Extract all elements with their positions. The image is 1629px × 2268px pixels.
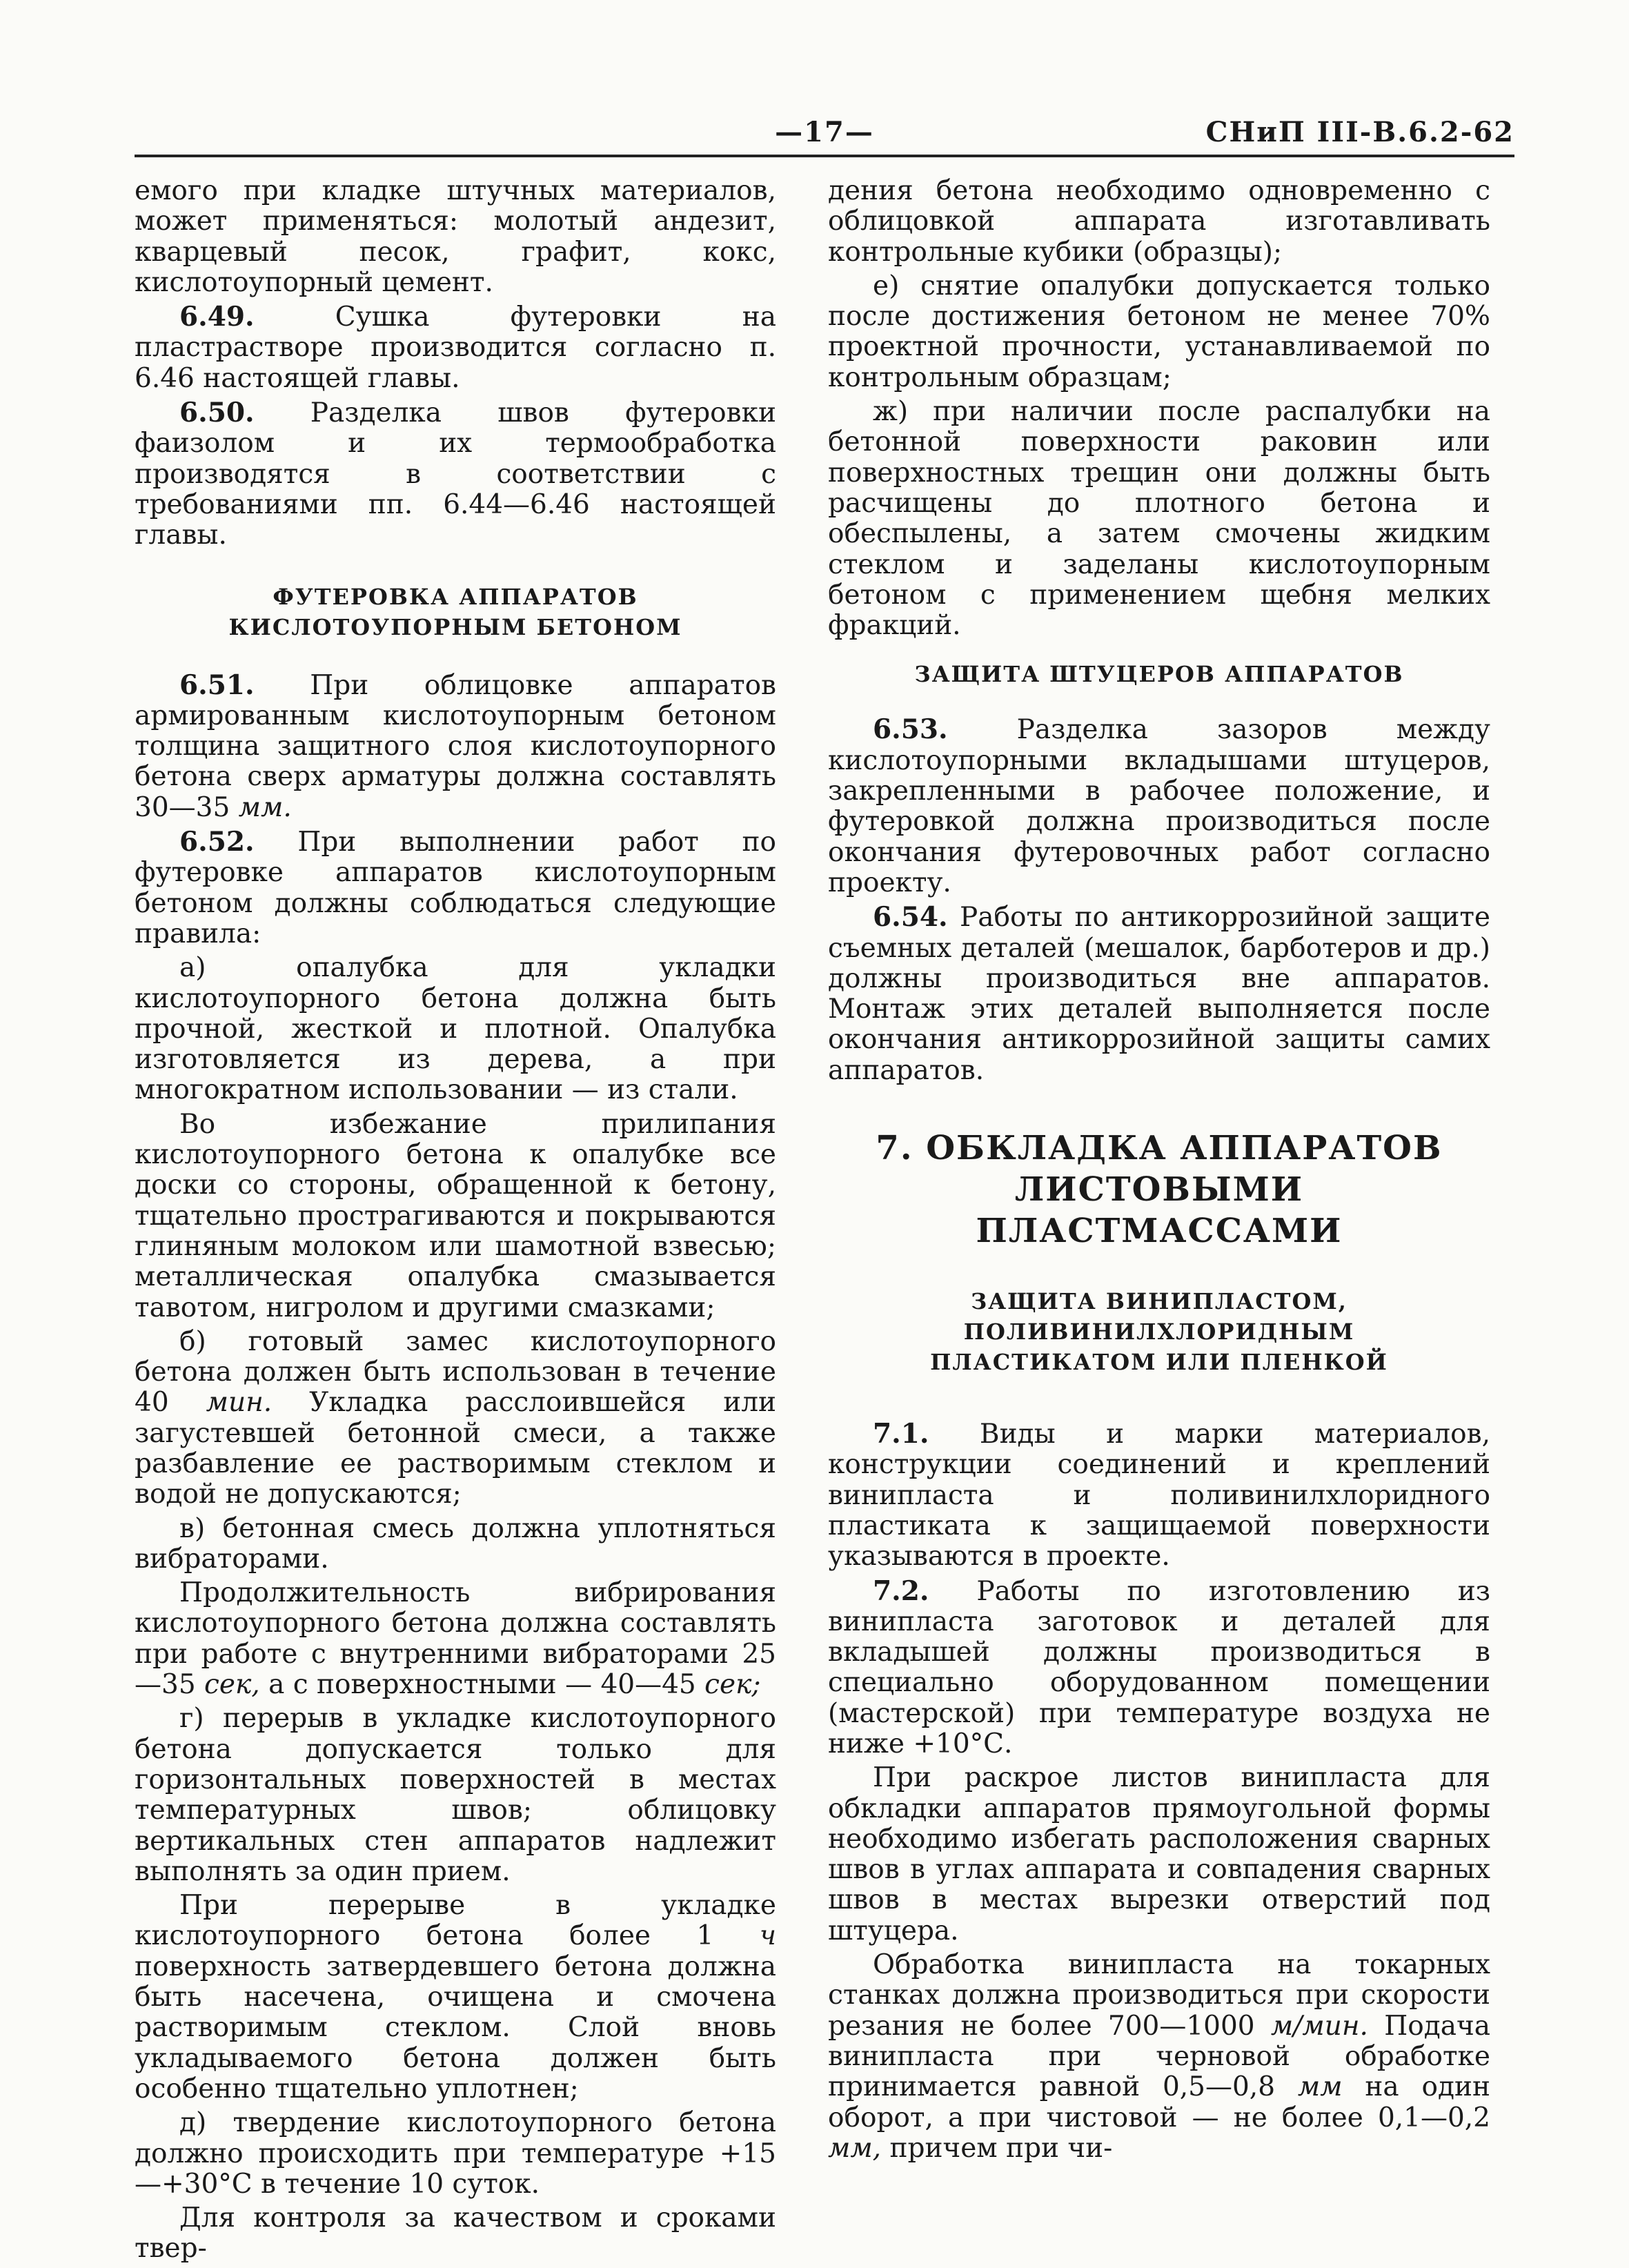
header-rule (135, 155, 1514, 157)
text: Разделка зазоров между кислотоупорными вкладышами штуцеров, закрепленными в рабочее положение, и футеровкой должна производиться после окончания футеровочных работ согласно проекту. (828, 714, 1490, 898)
clause-number: 7.1. (873, 1418, 929, 1450)
unit: мм, (828, 2132, 882, 2164)
paragraph-7-2-turning (828, 1950, 1490, 2164)
text: а с поверхностными — 40—45 (268, 1669, 696, 1701)
page-number: —17— (775, 116, 874, 148)
text: Обработка винипласта на токарных станках должна производиться при скорости резания не более 700—1000 (828, 1949, 1490, 2042)
section-heading-concrete: ФУТЕРОВКА АППАРАТОВ КИСЛОТОУПОРНЫМ БЕТОНОМ (228, 583, 682, 640)
text: Укладка расслоившейся или загустевшей бетонной смеси, а также разбавление ее растворимым стеклом и водой не допускаются; (135, 1387, 776, 1510)
paragraph-continued (135, 176, 776, 298)
paragraph-7-2 (828, 1576, 1490, 1760)
paragraph-6-52 (135, 827, 776, 949)
text: Сушка футеровки на пластрастворе производится согласно п. 6.46 настоящей главы. (135, 302, 776, 394)
clause-number: 7.2. (873, 1575, 929, 1607)
text: емого при кладке штучных материалов, может применяться: молотый андезит, кварцевый песок, графит, кокс, кислотоупорный цемент. (135, 175, 776, 298)
clause-number: 6.53. (873, 713, 948, 746)
item-zh: ж) при наличии после распалубки на бетонной поверхности раковин или поверхностных трещин они должны быть расчищены до плотного бетона и обеспылены, а затем смочены жидким стеклом и заделаны кислотоупорным бетоном с применением щебня мелких фракций. (828, 396, 1490, 642)
item-d: д) твердение кислотоупорного бетона должно происходить при температуре +15—+30°С в течение 10 суток. (135, 2107, 776, 2200)
paragraph-6-54 (828, 902, 1490, 1086)
text: Работы по антикоррозийной защите съемных деталей (мешалок, барботеров и др.) должны производиться вне аппаратов. Монтаж этих деталей выполняется после окончания антикоррозийной защиты самих аппаратов. (828, 902, 1491, 1086)
paragraph-control: Для контроля за качеством и сроками твер- (135, 2202, 776, 2265)
item-g: г) перерыв в укладке кислотоупорного бетона допускается только для горизонтальных поверхностей в местах температурных швов; облицовку вертикальных стен аппаратов надлежит выполнять за один прием. (135, 1703, 776, 1887)
unit: сек; (704, 1669, 761, 1701)
text: причем при чи- (889, 2132, 1113, 2164)
item-b (135, 1327, 776, 1510)
paragraph-6-49 (135, 302, 776, 394)
section-heading-vinyl: ЗАЩИТА ВИНИПЛАСТОМ, ПОЛИВИНИЛХЛОРИДНЫМ ПЛАСТИКАТОМ ИЛИ ПЛЕНКОЙ (930, 1288, 1388, 1376)
item-a: а) опалубка для укладки кислотоупорного бетона должна быть прочной, жесткой и плотной. Опалубка изготовляется из дерева, а при многократном использовании — из стали. (135, 952, 776, 1106)
text: б) готовый замес кислотоупорного бетона должен быть использован в течение 40 (135, 1325, 776, 1419)
clause-number: 6.49. (179, 301, 255, 333)
unit: ч (759, 1920, 776, 1952)
clause-number: 6.52. (179, 826, 255, 858)
clause-number: 6.50. (179, 397, 255, 429)
paragraph-6-53 (828, 714, 1490, 898)
item-v-continued (135, 1578, 776, 1700)
text: поверхность затвердевшего бетона должна быть насечена, очищена и смочена растворимым стеклом. Слой вновь укладываемого бетона должен быть особенно тщательно уплотнен; (135, 1951, 776, 2104)
item-v: в) бетонная смесь должна уплотняться вибраторами. (135, 1512, 776, 1575)
text: Работы по изготовлению из винипласта заготовок и деталей для вкладышей должны производиться в специально оборудованном помещении (мастерской) при температуре воздуха не ниже +10°С. (828, 1575, 1491, 1759)
clause-number: 6.51. (179, 669, 255, 701)
item-g-continued (135, 1891, 776, 2104)
text: на один оборот, а при чистовой — не более 0,1—0,2 (828, 2071, 1491, 2133)
paragraph-7-2-cutting: При раскрое листов винипласта для обкладки аппаратов прямоугольной формы необходимо избегать расположения сварных швов в углах аппарата и совпадения сварных швов в местах вырезки отверстий под штуцера. (828, 1762, 1490, 1946)
page-header (135, 116, 1514, 152)
unit: мм (1297, 2071, 1343, 2103)
item-a-continued: Во избежание прилипания кислотоупорного бетона к опалубке все доски со стороны, обращенной к бетону, тщательно прострагиваются и покрываются глиняным молоком или шамотной взвесью; металлическая опалубка смазывается тавотом, нигролом и другими смазками; (135, 1108, 776, 1323)
text: При облицовке аппаратов армированным кислотоупорным бетоном толщина защитного слоя кислотоупорного бетона сверх арматуры должна составлять 30—35 (135, 669, 777, 823)
text: Продолжительность вибрирования кислотоупорного бетона должна составлять при работе с внутренними вибраторами 25—35 (135, 1577, 776, 1701)
item-e: е) снятие опалубки допускается только после достижения бетоном не менее 70% проектной прочности, устанавливаемой по контрольным образцам; (828, 270, 1490, 393)
text: Виды и марки материалов, конструкции соединений и креплений винипласта и поливинилхлоридного пластиката к защищаемой поверхности указываются в проекте. (828, 1419, 1490, 1572)
text: При выполнении работ по футеровке аппаратов кислотоупорным бетоном должны соблюдаться следующие правила: (135, 827, 776, 949)
unit: м/мин. (1270, 2010, 1368, 2042)
text: Подача винипласта при черновой обработке принимается равной 0,5—0,8 (828, 2010, 1490, 2103)
document-code: СНиП III-В.6.2-62 (1205, 116, 1514, 148)
unit: мм. (238, 791, 292, 823)
paragraph-6-50 (135, 397, 776, 551)
chapter-heading-7: 7. ОБКЛАДКА АППАРАТОВ ЛИСТОВЫМИ ПЛАСТМАССАМИ (876, 1129, 1443, 1251)
text: При перерыве в укладке кислотоупорного бетона более 1 (135, 1890, 776, 1952)
text: Разделка швов футеровки фаизолом и их термообработка производятся в соответствии с требованиями пп. 6.44—6.46 настоящей главы. (135, 397, 776, 551)
paragraph-6-51 (135, 670, 776, 823)
unit: мин. (206, 1387, 273, 1419)
paragraph-7-1 (828, 1419, 1490, 1572)
paragraph-continued: дения бетона необходимо одновременно с облицовкой аппарата изготавливать контрольные кубики (образцы); (828, 175, 1490, 268)
unit: сек, (204, 1669, 260, 1701)
section-heading-fittings: ЗАЩИТА ШТУЦЕРОВ АППАРАТОВ (914, 661, 1404, 688)
right-column (828, 176, 1490, 2167)
clause-number: 6.54. (873, 901, 948, 934)
left-column (135, 176, 776, 2268)
